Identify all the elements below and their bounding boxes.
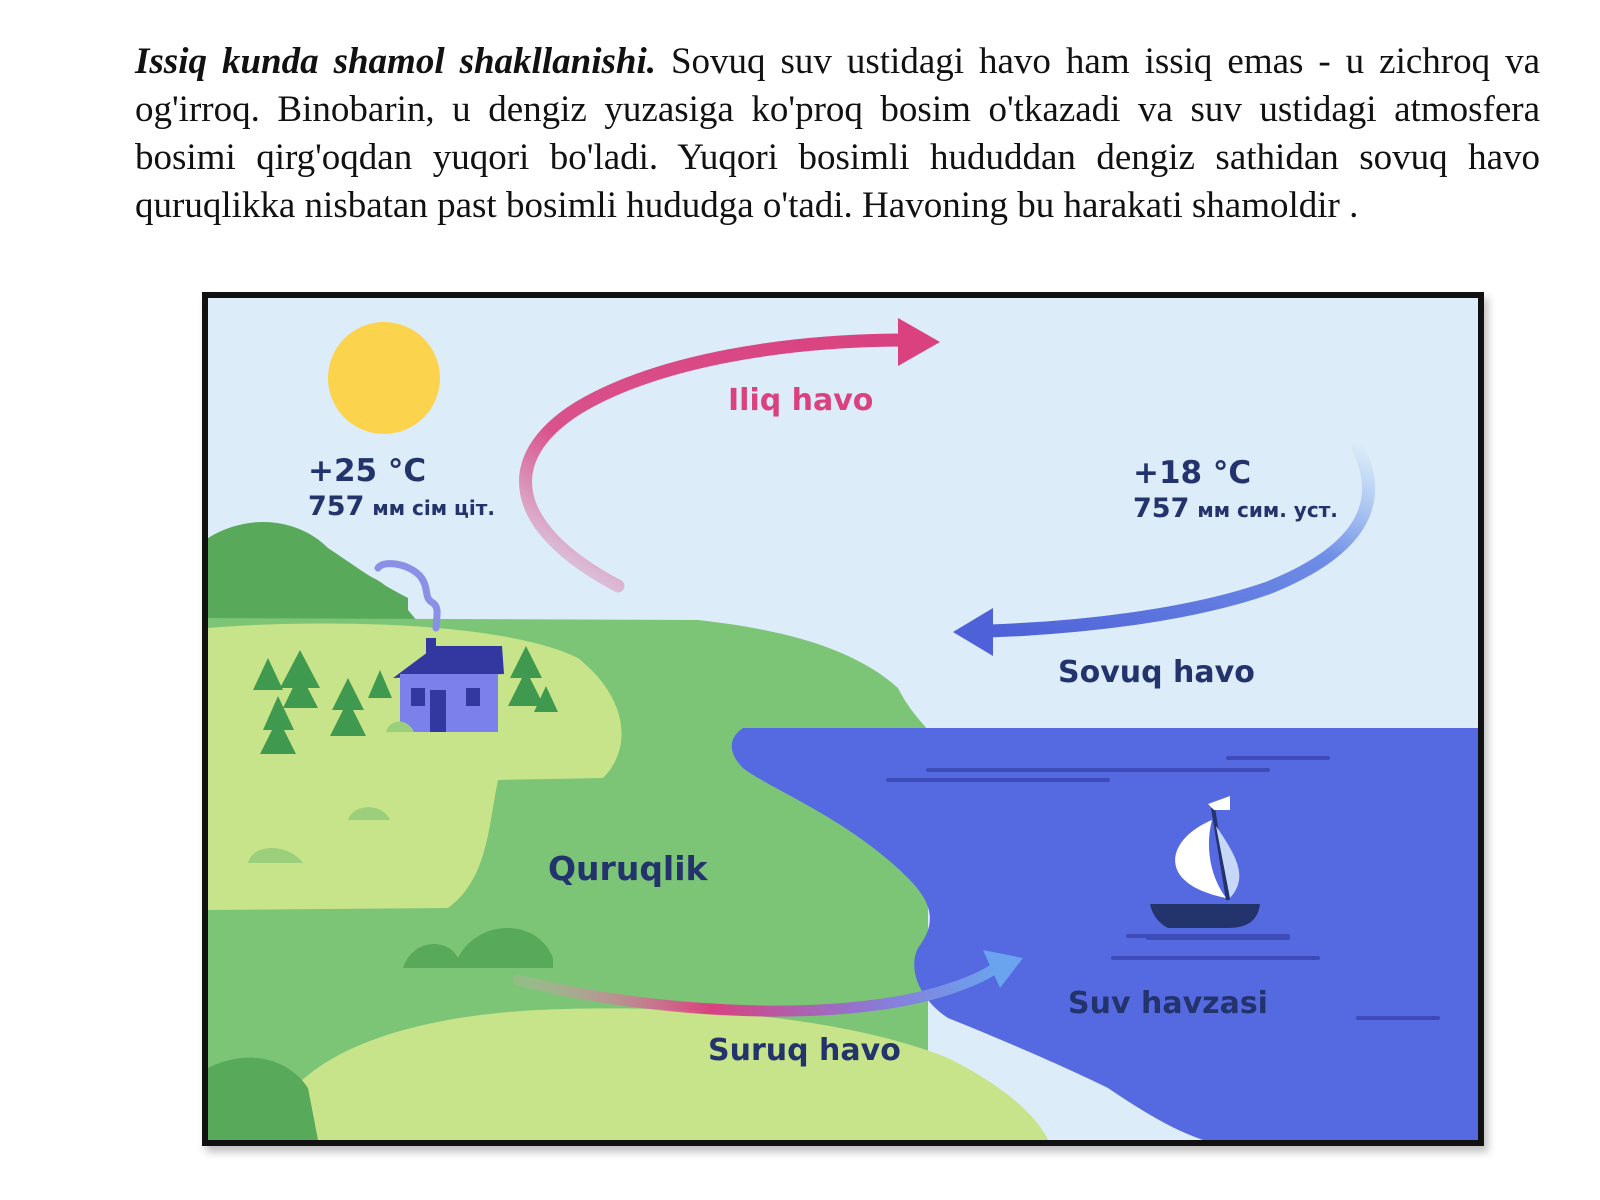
right-pressure-value: 757 [1133,493,1190,524]
cold-air-label: Sovuq havo [1058,655,1255,690]
land-air-label: Suruq havo [708,1033,901,1068]
right-temperature: +18 °C [1133,455,1252,491]
left-pressure-value: 757 [308,491,365,522]
warm-air-label: Iliq havo [728,383,874,418]
diagram-canvas [208,298,1478,1140]
description-paragraph [135,38,1540,230]
left-temperature: +25 °C [308,453,427,489]
right-pressure-unit: мм сим. уст. [1197,498,1338,522]
water-label: Suv havzasi [1068,986,1268,1021]
left-pressure [308,491,495,522]
paragraph-body: Sovuq suv ustidagi havo ham issiq emas - u zichroq va og'irroq. Binobarin, u dengiz yuzasiga ko'proq bosim o'tkazadi va suv ustidagi atmosfera bosimi qirg'oqdan yuqori bo'ladi. Yuqori bosimli hududdan dengiz sathidan sovuq havo quruqlikka nisbatan past bosimli hududga o'tadi. Havoning bu harakati shamoldir . [135,41,1540,226]
left-pressure-unit: мм сім ціт. [372,496,495,520]
land-label: Quruqlik [548,849,708,888]
paragraph-lead: Issiq kunda shamol shakllanishi. [135,41,656,82]
right-pressure [1133,493,1338,524]
sun-icon [328,322,440,434]
wind-diagram [202,292,1484,1146]
